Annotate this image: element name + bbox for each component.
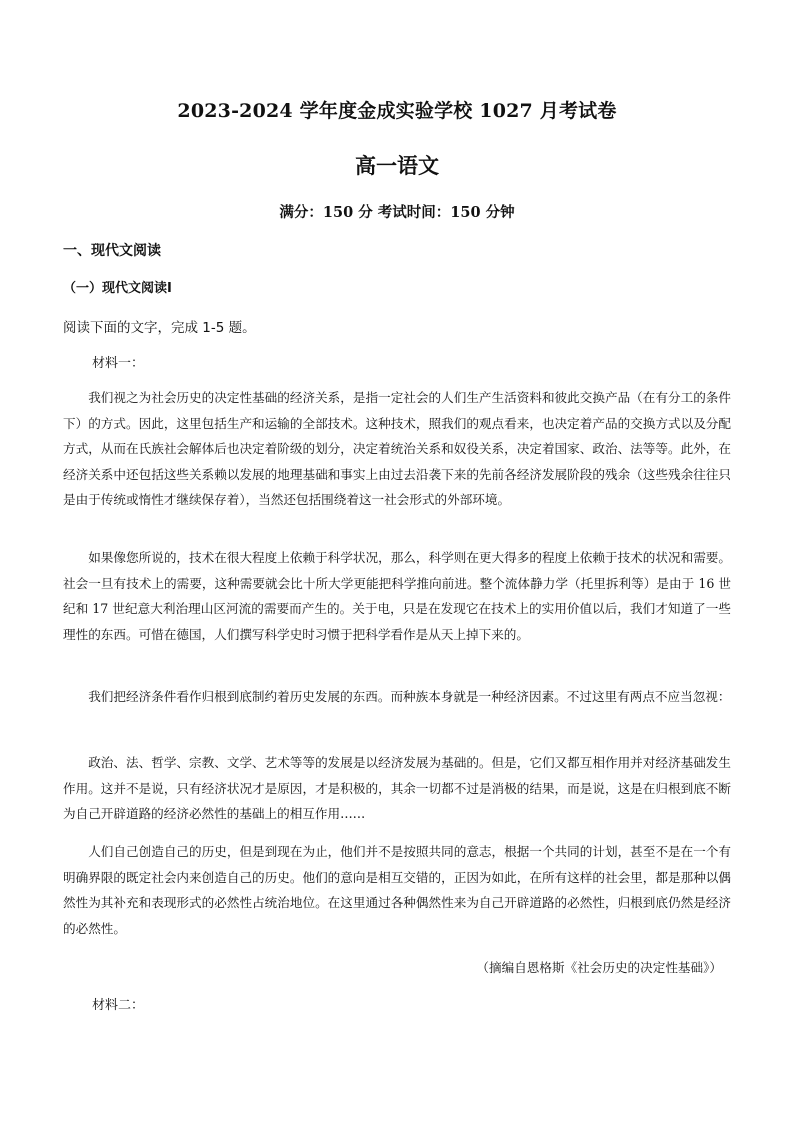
section-subheading: （一）现代文阅读Ⅰ: [63, 281, 172, 296]
material-one-paragraph: 如果像您所说的，技术在很大程度上依赖于科学状况，那么，科学则在更大得多的程度上依赖于技术的状况和需要。社会一旦有技术上的需要，这种需要就会比十所大学更能把科学推向前进。整个流体静力学（托里拆利等）是由于 16 世纪和 17 世纪意大利治理山区河流的需要而产生的。关于电，只是在发现它在技术上的实用价值以后，我们才知道了一些理性的东西。可惜在德国，人们撰写科学史时习惯于把科学看作是从天上掉下来的。: [63, 550, 731, 642]
exam-meta: 满分：150 分 考试时间：150 分钟: [279, 204, 515, 221]
exam-title: 2023-2024 学年度金成实验学校 1027 月考试卷: [177, 100, 617, 122]
material-one-paragraph: 政治、法、哲学、宗教、文学、艺术等等的发展是以经济发展为基础的。但是，它们又都互相作用并对经济基础发生作用。这并不是说，只有经济状况才是原因，才是积极的，其余一切都不过是消极的结果，而是说，这是在归根到底不断为自己开辟道路的经济必然性的基础上的相互作用……: [63, 755, 731, 821]
material-one-paragraph: 我们视之为社会历史的决定性基础的经济关系，是指一定社会的人们生产生活资料和彼此交换产品（在有分工的条件下）的方式。因此，这里包括生产和运输的全部技术。这种技术，照我们的观点看来，也决定着产品的交换方式以及分配方式，从而在氏族社会解体后也决定着阶级的划分，决定着统治关系和奴役关系，决定着国家、政治、法等等。此外，在经济关系中还包括这些关系赖以发展的地理基础和事实上由过去沿袭下来的先前各经济发展阶段的残余（这些残余往往只是由于传统或惰性才继续保存着），当然还包括围绕着这一社会形式的外部环境。: [63, 390, 731, 507]
material-one-paragraph: 我们把经济条件看作归根到底制约着历史发展的东西。而种族本身就是一种经济因素。不过这里有两点不应当忽视：: [88, 689, 731, 704]
subject-title: 高一语文: [355, 153, 439, 178]
material-one-source: （摘编自恩格斯《社会历史的决定性基础》）: [476, 960, 722, 975]
reading-instruction: 阅读下面的文字，完成 1-5 题。: [63, 320, 256, 336]
material-two-label: 材料二：: [92, 998, 145, 1013]
material-one-label: 材料一：: [92, 356, 145, 371]
material-one-paragraph: 人们自己创造自己的历史，但是到现在为止，他们并不是按照共同的意志，根据一个共同的计划，甚至不是在一个有明确界限的既定社会内来创造自己的历史。他们的意向是相互交错的，正因为如此，在所有这样的社会里，都是那种以偶然性为其补充和表现形式的必然性占统治地位。在这里通过各种偶然性来为自己开辟道路的必然性，归根到底仍然是经济的必然性。: [63, 844, 731, 936]
section-heading: 一、现代文阅读: [63, 243, 161, 259]
